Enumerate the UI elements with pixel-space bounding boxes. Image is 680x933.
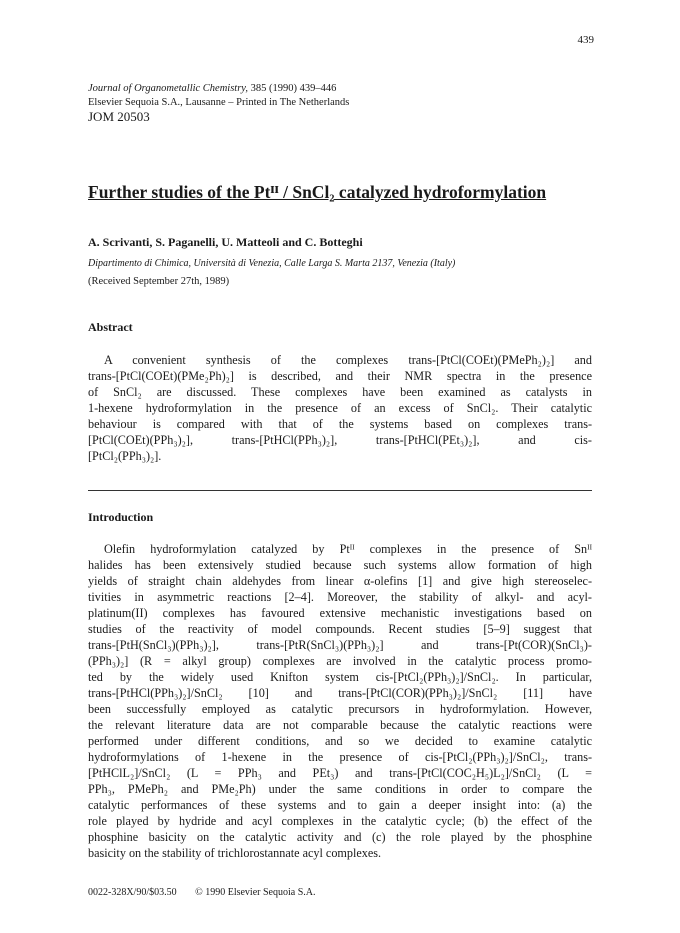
abstract-line: [PtCl₂(PPh₃)₂]. [88,449,162,463]
intro-line: platinum(II) complexes has favoured extensive mechanistic investigations based on [88,606,592,620]
abstract-line: behaviour is compared with that of the systems based on complexes trans- [88,417,592,431]
page-number: 439 [577,34,594,46]
paper-title: Further studies of the Ptᴵᴵ / SnCl₂ catalyzed hydroformylation [88,182,547,202]
journal-citation [88,82,349,96]
copyright: © 1990 Elsevier Sequoia S.A. [195,887,316,898]
intro-line: tivities in asymmetric reactions [2–4]. Moreover, the stability of alkyl- and acyl- [88,590,592,604]
introduction-body [88,541,592,861]
article-code: 0022-328X/90/$03.50 [88,887,177,898]
intro-line: halides has been extensively studied because such systems allow formation of high [88,558,592,572]
publisher-line: Elsevier Sequoia S.A., Lausanne – Printed in The Netherlands [88,96,350,108]
received-date: (Received September 27th, 1989) [88,276,230,287]
intro-line: trans-[PtH(SnCl₃)(PPh₃)₂], trans-[PtR(SnCl₃)(PPh₃)₂] and trans-[Pt(COR)(SnCl₃)- [88,638,592,652]
journal-title: Journal of Organometallic Chemistry, [88,83,249,94]
intro-line: studies of the reactivity of model compounds. Recent studies [5–9] suggest that [88,622,592,636]
intro-line: (PPh₃)₂] (R = alkyl group) complexes are involved in the catalytic process promo- [88,654,592,668]
affiliation: Dipartimento di Chimica, Università di Venezia, Calle Larga S. Marta 2137, Venezia (Italy) [88,258,456,269]
section-divider [88,490,592,491]
abstract-line: [PtCl(COEt)(PPh₃)₂], trans-[PtHCl(PPh₃)₂], trans-[PtHCl(PEt₃)₂], and cis- [88,433,592,447]
introduction-heading: Introduction [88,510,154,524]
intro-line: the relevant literature data are not comparable because the catalytic reactions were [88,718,592,732]
authors: A. Scrivanti, S. Paganelli, U. Matteoli and C. Botteghi [88,235,363,249]
intro-line: [PtHClL₂]/SnCl₂ (L = PPh₃ and PEt₃) and trans-[PtCl(COC₂H₅)L₂]/SnCl₂ (L = [88,766,592,780]
intro-line: yields of straight chain aldehydes from linear α-olefins [1] and give high stereoselec- [88,574,592,588]
intro-line: PPh₃, PMePh₂ and PMe₂Ph) under the same conditions in order to compare the [88,782,592,796]
abstract-body [88,352,592,464]
intro-line: hydroformylations of 1-hexene in the presence of cis-[PtCl₂(PPh₃)₂]/SnCl₂, trans- [88,750,592,764]
intro-line: role played by hydride and acyl complexes in the catalytic cycle; (b) the effect of the [88,814,592,828]
footer [88,887,331,898]
intro-line: been successfully employed as catalytic precursors in hydroformylation. However, [88,702,592,716]
intro-line: performed under different conditions, and so we decided to examine catalytic [88,734,592,748]
intro-line: Olefin hydroformylation catalyzed by Ptᴵᴵ complexes in the presence of Snᴵᴵ [104,542,592,556]
abstract-line: A convenient synthesis of the complexes trans-[PtCl(COEt)(PMePh₂)₂] and [104,353,592,367]
abstract-heading: Abstract [88,320,133,334]
abstract-line: of SnCl₂ are discussed. These complexes have been examined as catalysts in [88,385,592,399]
intro-line: basicity on the stability of trichlorostannate acyl complexes. [88,846,382,860]
intro-line: ted by the widely used Knifton system cis-[PtCl₂(PPh₃)₂]/SnCl₂. In particular, [88,670,592,684]
abstract-line: 1-hexene hydroformylation in the presence of an excess of SnCl₂. Their catalytic [88,401,592,415]
jom-number: JOM 20503 [88,109,150,124]
intro-line: catalytic performances of these systems and to gain a deeper insight into: (a) the [88,798,592,812]
intro-line: phosphine basicity on the catalytic activity and (c) the role played by the phosphine [88,830,592,844]
journal-volume: 385 (1990) 439–446 [248,83,337,94]
journal-header [88,82,349,124]
abstract-line: trans-[PtCl(COEt)(PMe₂Ph)₂] is described, and their NMR spectra in the presence [88,369,592,383]
intro-line: trans-[PtHCl(PPh₃)₂]/SnCl₂ [10] and trans-[PtCl(COR)(PPh₃)₂]/SnCl₂ [11] have [88,686,592,700]
